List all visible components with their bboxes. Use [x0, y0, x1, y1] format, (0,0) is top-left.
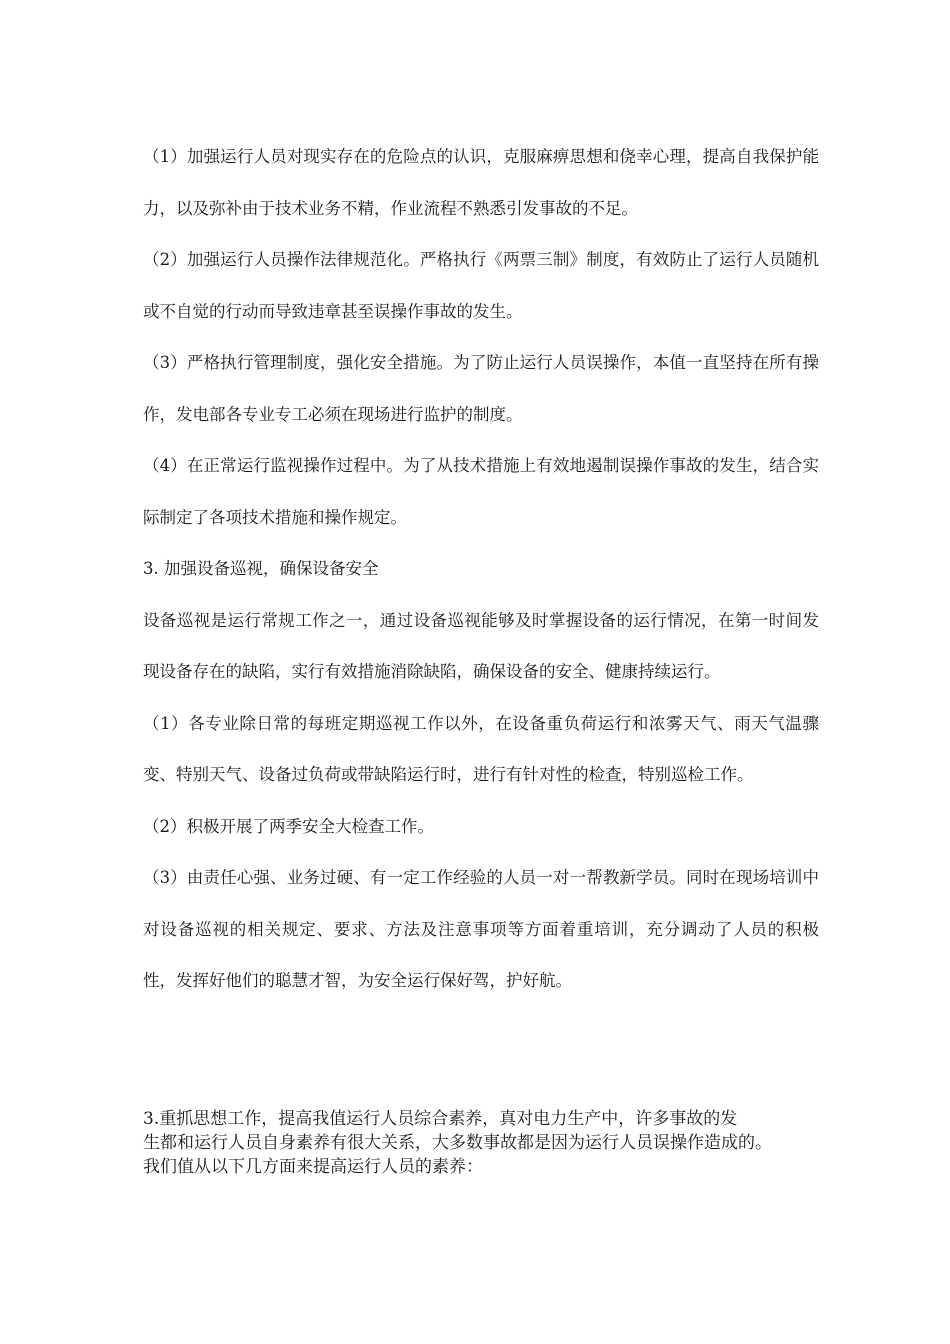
- body-text: [143, 131, 819, 1007]
- paragraph-special-inspections: （1）各专业除日常的每班定期巡视工作以外，在设备重负荷运行和浓雾天气、雨天气温骤变、特别天气、设备过负荷或带缺陷运行时，进行有针对性的检查，特别巡检工作。: [143, 713, 819, 784]
- paragraph-standardize-operations: （2）加强运行人员操作法律规范化。严格执行《两票三制》制度，有效防止了运行人员随机或不自觉的行动而导致违章甚至误操作事故的发生。: [143, 250, 819, 321]
- paragraph-technical-measures: （4）在正常运行监视操作过程中。为了从技术措施上有效地遏制误操作事故的发生，结合实际制定了各项技术措施和操作规定。: [143, 456, 819, 527]
- paragraph-mentoring: （3）由责任心强、业务过硬、有一定工作经验的人员一对一帮教新学员。同时在现场培训中对设备巡视的相关规定、要求、方法及注意事项等方面着重培训，充分调动了人员的积极性，发挥好他们的聪慧才智，为安全运行保好驾，护好航。: [143, 868, 819, 990]
- paragraph-management-system: （3）严格执行管理制度，强化安全措施。为了防止运行人员误操作，本值一直坚持在所有操作，发电部各专业专工必须在现场进行监护的制度。: [143, 353, 819, 424]
- closing-line: 生都和运行人员自身素养有很大关系，大多数事故都是因为运行人员误操作造成的。: [143, 1133, 772, 1153]
- closing-line: 我们值从以下几方面来提高运行人员的素养：: [143, 1157, 483, 1177]
- closing-section: [143, 1107, 833, 1179]
- closing-line: 3.重抓思想工作，提高我值运行人员综合素养，真对电力生产中，许多事故的发: [143, 1109, 738, 1129]
- paragraph-seasonal-check: （2）积极开展了两季安全大检查工作。: [143, 816, 434, 836]
- paragraph-inspection-intro: 设备巡视是运行常规工作之一，通过设备巡视能够及时掌握设备的运行情况，在第一时间发现设备存在的缺陷，实行有效措施消除缺陷，确保设备的安全、健康持续运行。: [143, 610, 819, 681]
- paragraph-recognize-hazards: （1）加强运行人员对现实存在的危险点的认识，克服麻痹思想和侥幸心理，提高自我保护能力，以及弥补由于技术业务不精，作业流程不熟悉引发事故的不足。: [143, 147, 819, 218]
- section-heading-equipment-inspection: 3. 加强设备巡视，确保设备安全: [143, 559, 379, 578]
